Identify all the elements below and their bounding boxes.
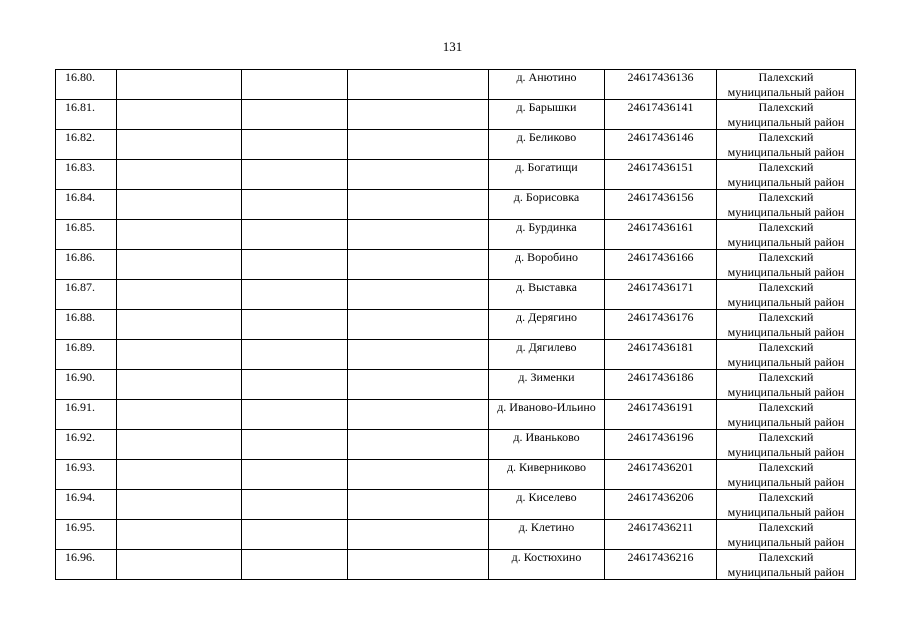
oktmo-code: 24617436161 <box>605 220 717 250</box>
table-row <box>56 190 856 220</box>
empty-cell <box>117 430 242 460</box>
row-number: 16.81. <box>56 100 117 130</box>
empty-cell <box>348 160 489 190</box>
row-number: 16.87. <box>56 280 117 310</box>
oktmo-code: 24617436156 <box>605 190 717 220</box>
oktmo-code: 24617436186 <box>605 370 717 400</box>
row-number: 16.82. <box>56 130 117 160</box>
settlement-name: д. Иваново-Ильино <box>489 400 605 430</box>
empty-cell <box>242 70 348 100</box>
row-number: 16.80. <box>56 70 117 100</box>
table-row <box>56 370 856 400</box>
row-number: 16.84. <box>56 190 117 220</box>
empty-cell <box>117 190 242 220</box>
settlement-name: д. Дерягино <box>489 310 605 340</box>
settlement-name: д. Беликово <box>489 130 605 160</box>
row-number: 16.94. <box>56 490 117 520</box>
empty-cell <box>348 400 489 430</box>
row-number: 16.88. <box>56 310 117 340</box>
empty-cell <box>117 280 242 310</box>
empty-cell <box>117 160 242 190</box>
empty-cell <box>348 430 489 460</box>
region-name: Палехский муниципальный район <box>717 280 856 310</box>
oktmo-code: 24617436206 <box>605 490 717 520</box>
row-number: 16.91. <box>56 400 117 430</box>
table-row <box>56 520 856 550</box>
oktmo-code: 24617436216 <box>605 550 717 580</box>
oktmo-code: 24617436181 <box>605 340 717 370</box>
empty-cell <box>242 310 348 340</box>
region-name: Палехский муниципальный район <box>717 310 856 340</box>
settlement-name: д. Воробино <box>489 250 605 280</box>
region-name: Палехский муниципальный район <box>717 520 856 550</box>
region-name: Палехский муниципальный район <box>717 370 856 400</box>
empty-cell <box>242 490 348 520</box>
empty-cell <box>117 490 242 520</box>
empty-cell <box>242 340 348 370</box>
row-number: 16.83. <box>56 160 117 190</box>
row-number: 16.93. <box>56 460 117 490</box>
settlement-name: д. Зименки <box>489 370 605 400</box>
empty-cell <box>117 370 242 400</box>
settlement-name: д. Костюхино <box>489 550 605 580</box>
table-row <box>56 460 856 490</box>
region-name: Палехский муниципальный район <box>717 400 856 430</box>
oktmo-code: 24617436201 <box>605 460 717 490</box>
empty-cell <box>348 130 489 160</box>
empty-cell <box>242 190 348 220</box>
oktmo-code: 24617436171 <box>605 280 717 310</box>
empty-cell <box>348 340 489 370</box>
empty-cell <box>242 460 348 490</box>
empty-cell <box>117 520 242 550</box>
oktmo-code: 24617436196 <box>605 430 717 460</box>
table-row <box>56 550 856 580</box>
empty-cell <box>348 550 489 580</box>
table-row <box>56 340 856 370</box>
region-name: Палехский муниципальный район <box>717 100 856 130</box>
oktmo-code: 24617436176 <box>605 310 717 340</box>
empty-cell <box>242 400 348 430</box>
table-row <box>56 490 856 520</box>
empty-cell <box>348 220 489 250</box>
region-name: Палехский муниципальный район <box>717 190 856 220</box>
empty-cell <box>348 310 489 340</box>
region-name: Палехский муниципальный район <box>717 250 856 280</box>
table-row <box>56 100 856 130</box>
empty-cell <box>117 310 242 340</box>
empty-cell <box>348 370 489 400</box>
row-number: 16.95. <box>56 520 117 550</box>
empty-cell <box>242 550 348 580</box>
empty-cell <box>348 100 489 130</box>
table-row <box>56 430 856 460</box>
row-number: 16.89. <box>56 340 117 370</box>
oktmo-code: 24617436151 <box>605 160 717 190</box>
row-number: 16.92. <box>56 430 117 460</box>
table-row <box>56 400 856 430</box>
row-number: 16.85. <box>56 220 117 250</box>
region-name: Палехский муниципальный район <box>717 220 856 250</box>
settlement-name: д. Борисовка <box>489 190 605 220</box>
empty-cell <box>348 460 489 490</box>
settlement-name: д. Дягилево <box>489 340 605 370</box>
empty-cell <box>117 550 242 580</box>
oktmo-code: 24617436166 <box>605 250 717 280</box>
empty-cell <box>348 250 489 280</box>
empty-cell <box>117 400 242 430</box>
empty-cell <box>117 100 242 130</box>
region-name: Палехский муниципальный район <box>717 160 856 190</box>
table-row <box>56 220 856 250</box>
empty-cell <box>348 280 489 310</box>
empty-cell <box>117 130 242 160</box>
region-name: Палехский муниципальный район <box>717 70 856 100</box>
empty-cell <box>242 130 348 160</box>
empty-cell <box>117 70 242 100</box>
table-row <box>56 310 856 340</box>
settlement-name: д. Богатищи <box>489 160 605 190</box>
empty-cell <box>348 490 489 520</box>
settlement-name: д. Киселево <box>489 490 605 520</box>
settlement-name: д. Выставка <box>489 280 605 310</box>
region-name: Палехский муниципальный район <box>717 460 856 490</box>
oktmo-code: 24617436191 <box>605 400 717 430</box>
region-name: Палехский муниципальный район <box>717 490 856 520</box>
empty-cell <box>242 100 348 130</box>
region-name: Палехский муниципальный район <box>717 550 856 580</box>
empty-cell <box>242 520 348 550</box>
settlement-name: д. Бурдинка <box>489 220 605 250</box>
table-row <box>56 160 856 190</box>
settlement-name: д. Анютино <box>489 70 605 100</box>
row-number: 16.96. <box>56 550 117 580</box>
table-row <box>56 250 856 280</box>
oktmo-code: 24617436146 <box>605 130 717 160</box>
region-name: Палехский муниципальный район <box>717 340 856 370</box>
empty-cell <box>117 250 242 280</box>
oktmo-code: 24617436211 <box>605 520 717 550</box>
page-number: 131 <box>442 39 463 54</box>
region-name: Палехский муниципальный район <box>717 430 856 460</box>
settlement-name: д. Клетино <box>489 520 605 550</box>
settlements-table <box>55 69 856 580</box>
table-row <box>56 70 856 100</box>
empty-cell <box>348 190 489 220</box>
empty-cell <box>242 430 348 460</box>
empty-cell <box>242 370 348 400</box>
table-row <box>56 280 856 310</box>
empty-cell <box>242 160 348 190</box>
oktmo-code: 24617436136 <box>605 70 717 100</box>
empty-cell <box>242 280 348 310</box>
settlement-name: д. Иваньково <box>489 430 605 460</box>
empty-cell <box>117 220 242 250</box>
empty-cell <box>348 520 489 550</box>
row-number: 16.90. <box>56 370 117 400</box>
empty-cell <box>242 220 348 250</box>
region-name: Палехский муниципальный район <box>717 130 856 160</box>
settlement-name: д. Барышки <box>489 100 605 130</box>
settlement-name: д. Киверниково <box>489 460 605 490</box>
empty-cell <box>242 250 348 280</box>
oktmo-code: 24617436141 <box>605 100 717 130</box>
empty-cell <box>117 460 242 490</box>
table-body <box>56 70 856 580</box>
empty-cell <box>117 340 242 370</box>
row-number: 16.86. <box>56 250 117 280</box>
table-row <box>56 130 856 160</box>
empty-cell <box>348 70 489 100</box>
